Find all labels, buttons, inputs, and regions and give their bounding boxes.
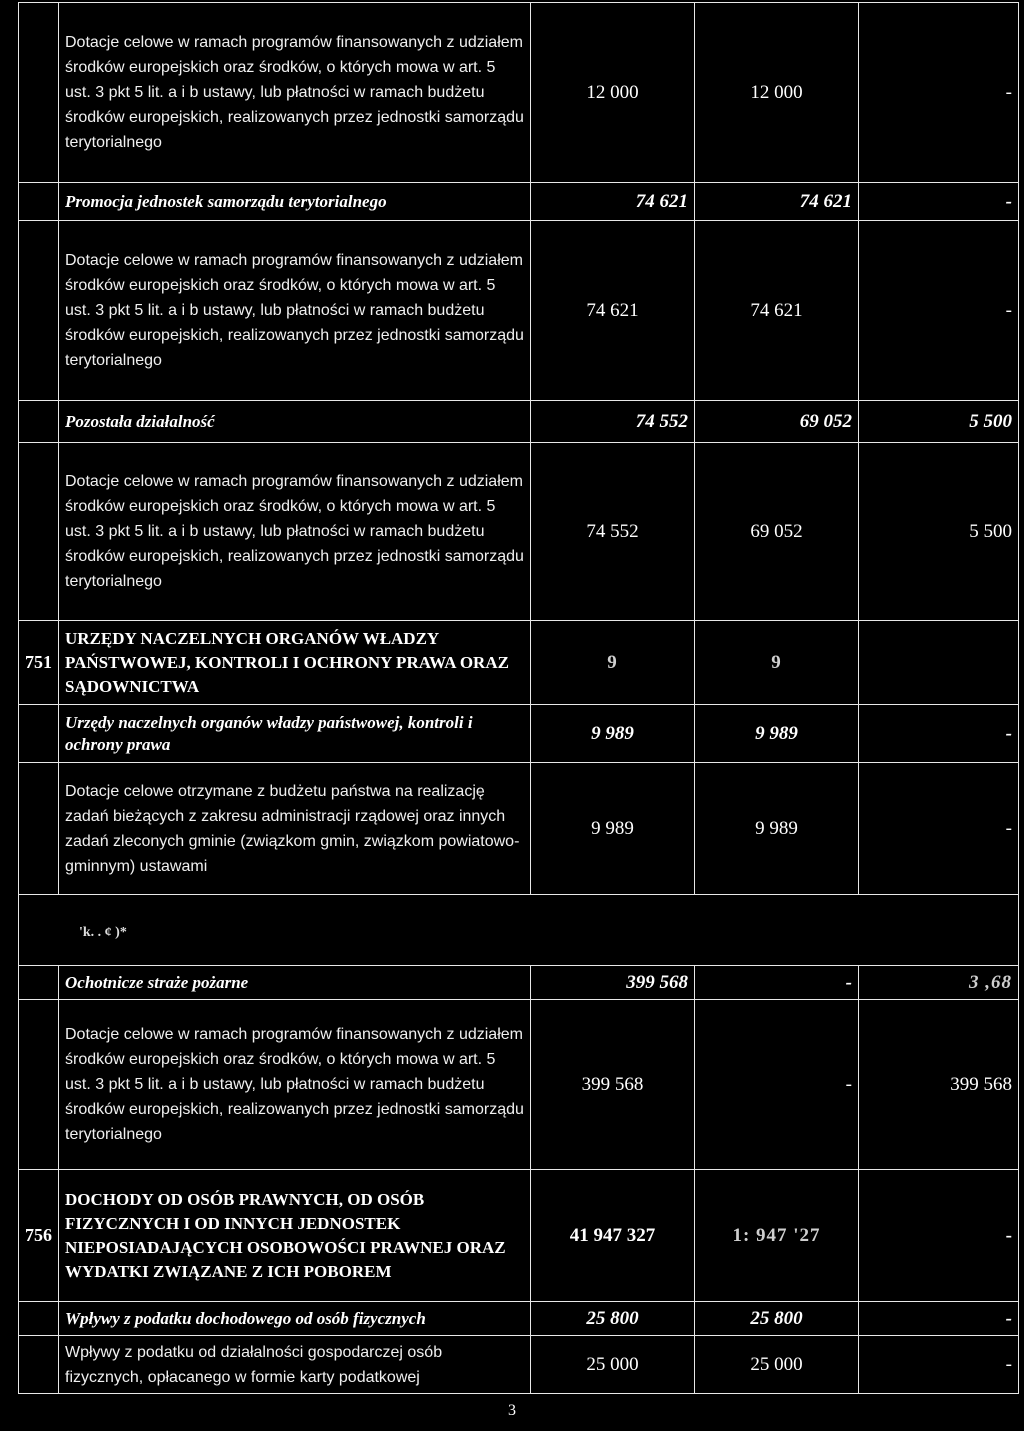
amount-b-cell: 3 ,68 [859,966,1019,1000]
code-cell [19,763,59,895]
total-cell: 9 989 [531,705,695,763]
section-title-cell: Wpływy z podatku dochodowego od osób fizycznych [59,1302,531,1336]
table-row [19,443,1019,621]
amount-b-cell [859,621,1019,705]
amount-a-cell: - [695,1000,859,1170]
total-cell: 9 989 [531,763,695,895]
description-cell: Dotacje celowe w ramach programów finansowanych z udziałem środków europejskich oraz środków, o których mowa w art. 5 ust. 3 pkt 5 lit. a i b ustawy, lub płatności w ramach budżetu środków europejskich, realizowanych przez jednostki samorządu terytorialnego [59,1000,531,1170]
total-cell: 41 947 327 [531,1170,695,1302]
table-row [19,966,1019,1000]
table-row [19,3,1019,183]
amount-b-cell: - [859,221,1019,401]
amount-a-cell: 25 800 [695,1302,859,1336]
amount-b-cell: - [859,1302,1019,1336]
section-title-cell: DOCHODY OD OSÓB PRAWNYCH, OD OSÓB FIZYCZNYCH I OD INNYCH JEDNOSTEK NIEPOSIADAJĄCYCH OSOBOWOŚCI PRAWNEJ ORAZ WYDATKI ZWIĄZANE Z ICH POBOREM [59,1170,531,1302]
section-code-cell: 756 [19,1170,59,1302]
amount-a-cell: 1: 947 '27 [695,1170,859,1302]
table-row [19,705,1019,763]
section-title-cell: Promocja jednostek samorządu terytorialnego [59,183,531,221]
scribble-text: 'k. . ¢ )* [79,925,127,940]
code-cell [19,221,59,401]
code-cell [19,1336,59,1394]
total-cell: 399 568 [531,966,695,1000]
table-row [19,621,1019,705]
table-row [19,183,1019,221]
page-number: 3 [508,1402,516,1419]
table-row [19,1170,1019,1302]
section-title-cell: Urzędy naczelnych organów władzy państwowej, kontroli i ochrony prawa [59,705,531,763]
amount-b-cell: - [859,183,1019,221]
amount-b-cell: 399 568 [859,1000,1019,1170]
amount-a-cell: 9 989 [695,705,859,763]
amount-a-cell: 12 000 [695,3,859,183]
amount-a-cell: 69 052 [695,443,859,621]
code-cell [19,1302,59,1336]
total-cell: 74 621 [531,221,695,401]
page-break-cell [19,895,1019,966]
section-code-cell: 751 [19,621,59,705]
description-cell: Dotacje celowe otrzymane z budżetu państwa na realizację zadań bieżących z zakresu administracji rządowej oraz innych zadań zleconych gminie (związkom gmin, związkom powiatowo-gminnym) ustawami [59,763,531,895]
code-cell [19,966,59,1000]
total-cell: 74 621 [531,183,695,221]
table-row [19,1336,1019,1394]
amount-a-cell: 69 052 [695,401,859,443]
amount-b-cell: - [859,763,1019,895]
table-row [19,1000,1019,1170]
total-cell: 399 568 [531,1000,695,1170]
total-cell: 74 552 [531,443,695,621]
total-cell: 9 [531,621,695,705]
page-break-row [19,895,1019,966]
description-cell: Dotacje celowe w ramach programów finansowanych z udziałem środków europejskich oraz środków, o których mowa w art. 5 ust. 3 pkt 5 lit. a i b ustawy, lub płatności w ramach budżetu środków europejskich, realizowanych przez jednostki samorządu terytorialnego [59,221,531,401]
total-cell: 12 000 [531,3,695,183]
amount-a-cell: 74 621 [695,183,859,221]
code-cell [19,443,59,621]
description-cell: Wpływy z podatku od działalności gospodarczej osób fizycznych, opłacanego w formie karty podatkowej [59,1336,531,1394]
amount-b-cell: - [859,1336,1019,1394]
amount-a-cell: - [695,966,859,1000]
section-title-cell: URZĘDY NACZELNYCH ORGANÓW WŁADZY PAŃSTWOWEJ, KONTROLI I OCHRONY PRAWA ORAZ SĄDOWNICTWA [59,621,531,705]
description-cell: Dotacje celowe w ramach programów finansowanych z udziałem środków europejskich oraz środków, o których mowa w art. 5 ust. 3 pkt 5 lit. a i b ustawy, lub płatności w ramach budżetu środków europejskich, realizowanych przez jednostki samorządu terytorialnego [59,443,531,621]
table-row [19,1302,1019,1336]
description-cell: Dotacje celowe w ramach programów finansowanych z udziałem środków europejskich oraz środków, o których mowa w art. 5 ust. 3 pkt 5 lit. a i b ustawy, lub płatności w ramach budżetu środków europejskich, realizowanych przez jednostki samorządu terytorialnego [59,3,531,183]
amount-b-cell: - [859,3,1019,183]
code-cell [19,3,59,183]
section-title-cell: Ochotnicze straże pożarne [59,966,531,1000]
code-cell [19,401,59,443]
code-cell [19,183,59,221]
amount-a-cell: 9 989 [695,763,859,895]
table-row [19,763,1019,895]
code-cell [19,705,59,763]
amount-b-cell: - [859,705,1019,763]
table-row [19,221,1019,401]
amount-b-cell: - [859,1170,1019,1302]
total-cell: 25 000 [531,1336,695,1394]
amount-a-cell: 9 [695,621,859,705]
amount-b-cell: 5 500 [859,443,1019,621]
amount-b-cell: 5 500 [859,401,1019,443]
amount-a-cell: 74 621 [695,221,859,401]
budget-table [18,2,1019,1394]
total-cell: 74 552 [531,401,695,443]
total-cell: 25 800 [531,1302,695,1336]
amount-a-cell: 25 000 [695,1336,859,1394]
code-cell [19,1000,59,1170]
section-title-cell: Pozostała działalność [59,401,531,443]
table-row [19,401,1019,443]
